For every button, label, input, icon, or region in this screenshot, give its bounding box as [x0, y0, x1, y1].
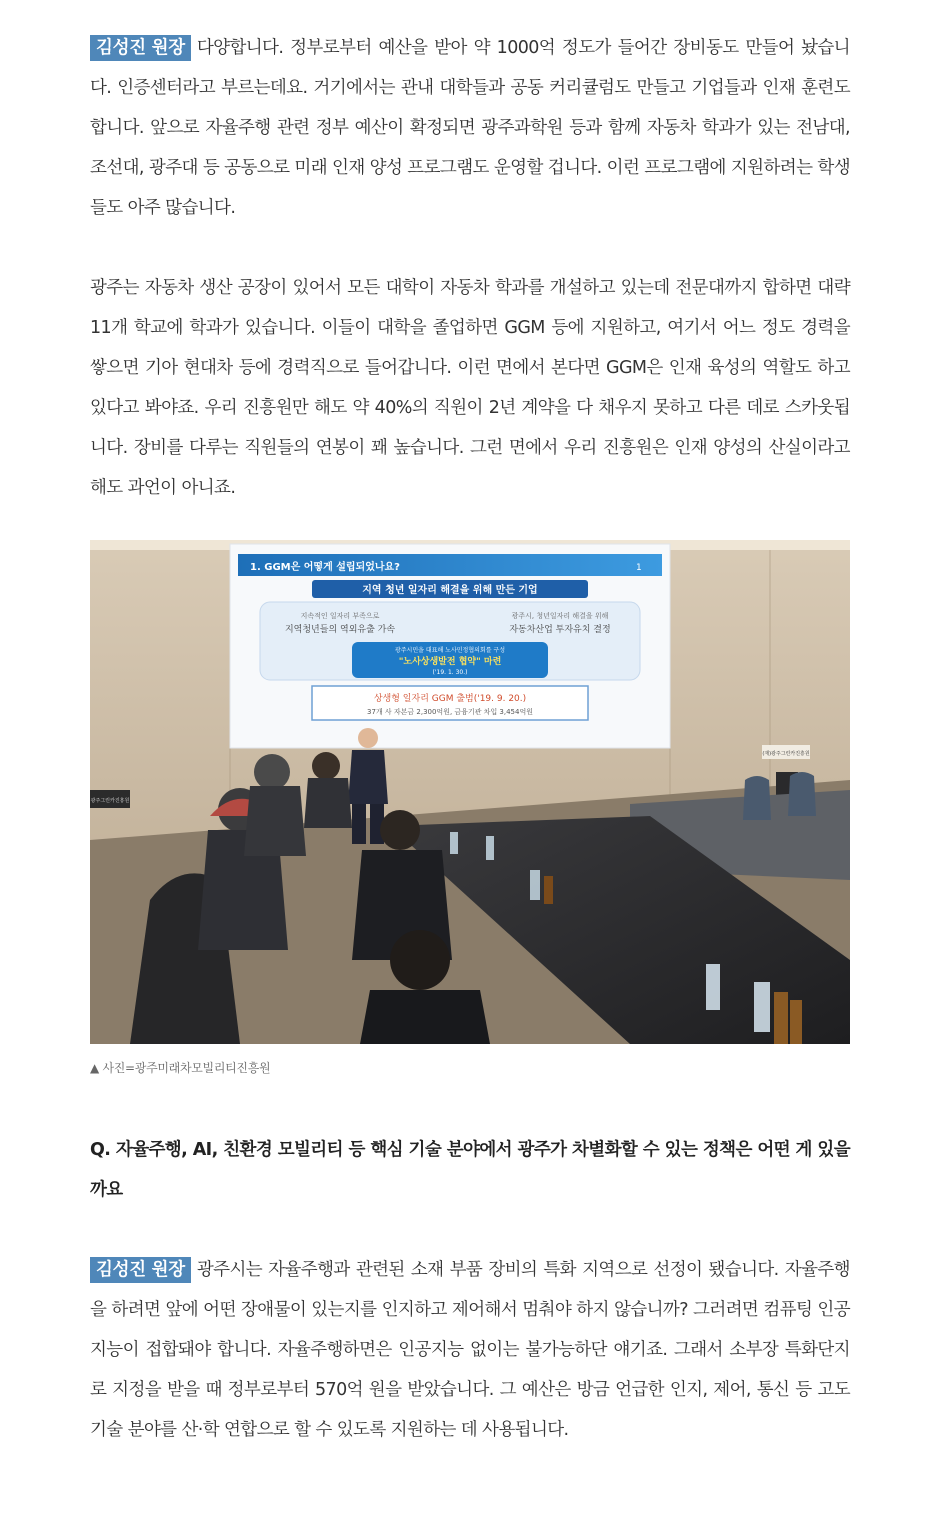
answer-paragraph-2: 광주는 자동차 생산 공장이 있어서 모든 대학이 자동차 학과를 개설하고 있는데 전문대까지 합하면 대략 11개 학교에 학과가 있습니다. 이들이 대학을 졸업하면 GGM 등에 지원하고, 여기서 어느 정도 경력을 쌓으면 기아 현대차 등에 경력직으로 들어갑니다. 이런 면에서 본다면 GGM은 인재 육성의 역할도 하고 있다고 봐야죠. 우리 진흥원만 해도 약 40%의 직원이 2년 계약을 다 채우지 못하고 다른 데로 스카웃됩니다. 장비를 다루는 직원들의 연봉이 꽤 높습니다. 그런 면에서 우리 진흥원은 인재 양성의 산실이라고 해도 과언이 아니죠. [90, 278, 850, 498]
slide-box-sub: 37개 사 자본금 2,300억원, 금융기관 차입 3,454억원 [367, 708, 533, 716]
article [90, 0, 850, 1450]
slide-page-number: 1 [636, 563, 642, 573]
speaker-tag-2: 김성진 원장 [90, 1257, 191, 1283]
seminar-photo-illustration [90, 540, 850, 1044]
article-photo [90, 540, 850, 1044]
slide-center-date: ('19. 1. 30.) [432, 669, 468, 676]
left-wall-sign: 광주그린카진흥원 [90, 798, 130, 804]
answer-text-3: 광주시는 자율주행과 관련된 소재 부품 장비의 특화 지역으로 선정이 됐습니다. 자율주행을 하려면 앞에 어떤 장애물이 있는지를 인지하고 제어해서 멈춰야 하지 않습니까? 그러려면 컴퓨팅 인공지능이 접합돼야 합니다. 자율주행하면은 인공지능 없이는 불가능하단 얘기죠. 그래서 소부장 특화단지로 지정을 받을 때 정부로부터 570억 원을 받았습니다. 그 예산은 방금 언급한 인지, 제어, 통신 등 고도 기술 분야를 산·학 연합으로 할 수 있도록 지원하는 데 사용됩니다. [90, 1260, 850, 1440]
answer-text-1: 다양합니다. 정부로부터 예산을 받아 약 1000억 정도가 들어간 장비동도 만들어 놨습니다. 인증센터라고 부르는데요. 거기에서는 관내 대학들과 공동 커리큘럼도 만들고 기업들과 인재 훈련도 합니다. 앞으로 자율주행 관련 정부 예산이 확정되면 광주과학원 등과 함께 자동차 학과가 있는 전남대, 조선대, 광주대 등 공동으로 미래 인재 양성 프로그램도 운영할 겁니다. 이런 프로그램에 지원하려는 학생들도 아주 많습니다. [90, 38, 850, 218]
slide-left-small: 지속적인 일자리 부족으로 [300, 612, 380, 620]
interview-question: Q. 자율주행, AI, 친환경 모빌리티 등 핵심 기술 분야에서 광주가 차별화할 수 있는 정책은 어떤 게 있을까요 [90, 1140, 850, 1200]
answer-paragraph-1 [90, 0, 850, 228]
slide-banner: 지역 청년 일자리 해결을 위해 만든 기업 [362, 585, 538, 596]
wall-sign: (재)광주그린카진흥원 [762, 751, 810, 757]
answer-paragraph-3 [90, 1250, 850, 1450]
speaker-tag: 김성진 원장 [90, 35, 191, 61]
slide-box-title: 상생형 일자리 GGM 출범('19. 9. 20.) [373, 694, 527, 704]
slide-left-main: 지역청년들의 역외유출 가속 [284, 625, 396, 635]
slide-title: 1. GGM은 어떻게 설립되었나요? [250, 562, 400, 573]
slide-center-main: "노사상생발전 협약" 마련 [398, 657, 502, 667]
photo-caption: ▲ 사진=광주미래차모빌리티진흥원 [90, 1061, 271, 1075]
slide-center-small: 광주시민을 대표해 노사민정협의회를 구성 [394, 647, 506, 654]
slide-right-small: 광주시, 청년일자리 해결을 위해 [511, 612, 609, 620]
slide-right-main: 자동차산업 투자유치 결정 [509, 625, 611, 635]
